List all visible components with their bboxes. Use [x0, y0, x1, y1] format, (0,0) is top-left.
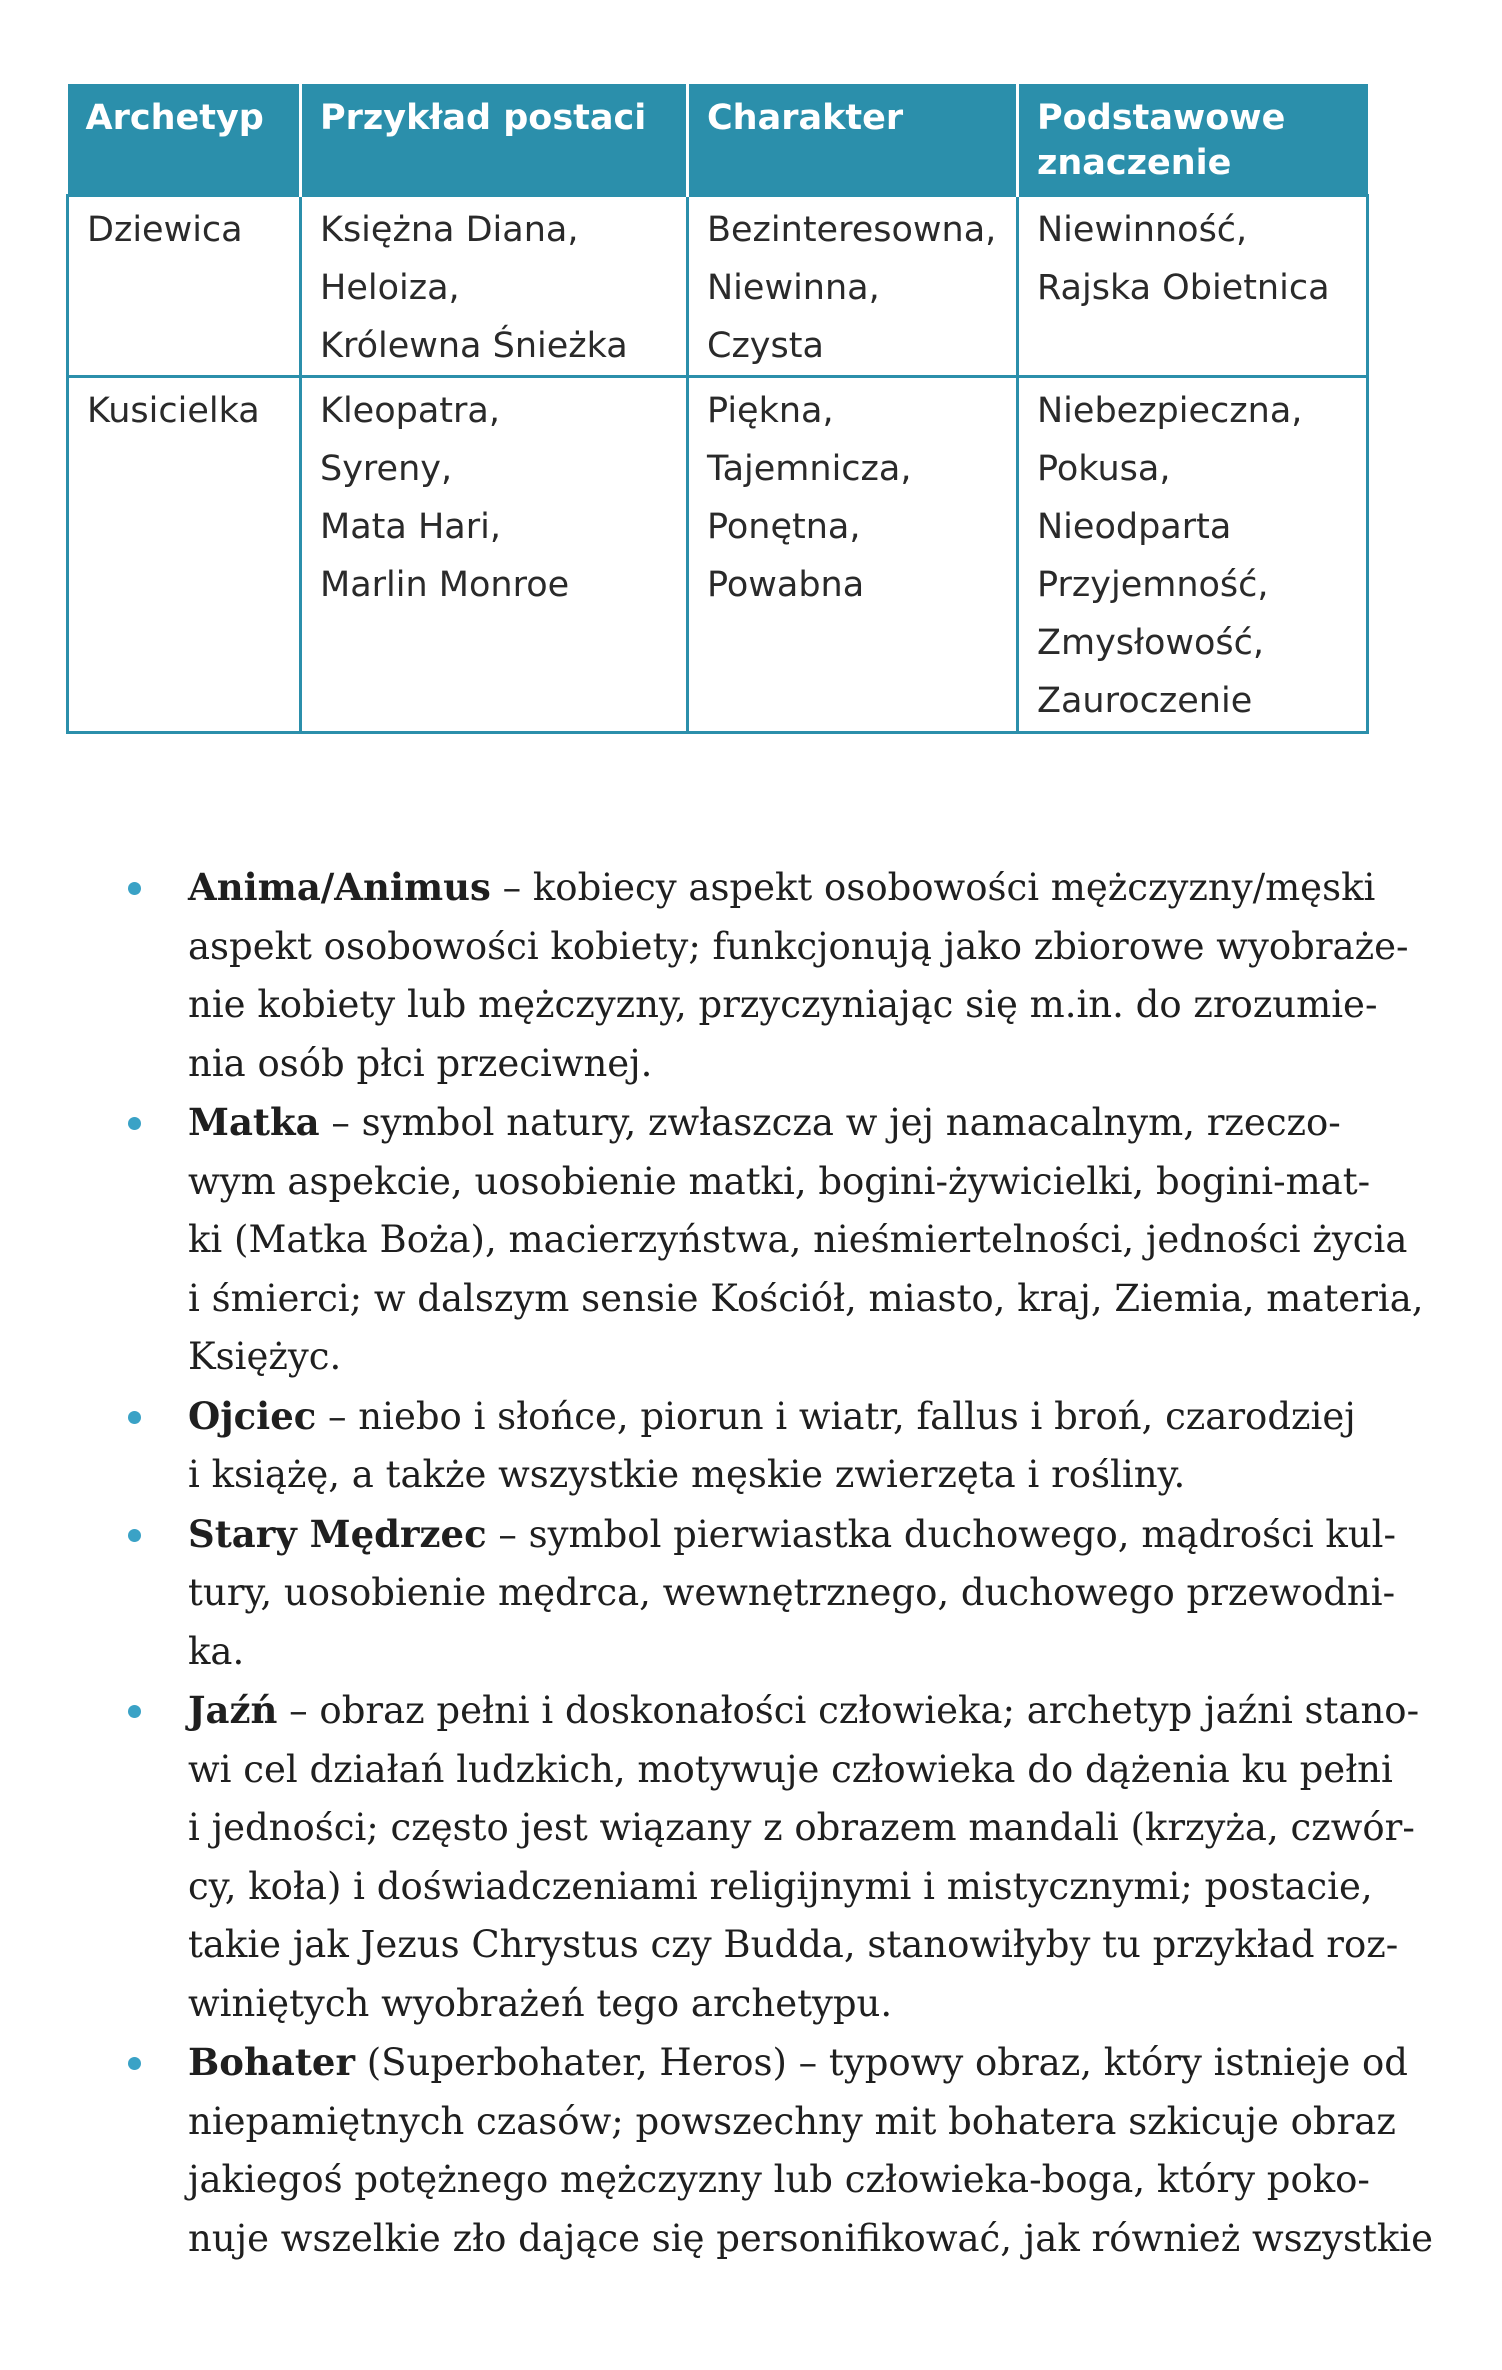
list-item-line: winiętych wyobrażeń tego archetypu.: [188, 1981, 893, 2025]
cell-text: Zmysłowość,: [1037, 623, 1265, 663]
list-item-line: nia osób płci przeciwnej.: [188, 1041, 653, 1085]
cell-meaning: [1018, 196, 1368, 377]
cell-text: Ponętna,: [707, 507, 861, 547]
bullet-term: Matka: [188, 1100, 320, 1144]
list-item: [128, 1505, 1396, 1682]
cell-text: Mata Hari,: [320, 507, 501, 547]
cell-text: Pokusa,: [1037, 449, 1171, 489]
header-character: [688, 84, 1018, 196]
list-item: [128, 1387, 1370, 1505]
cell-text: Księżna Diana,: [320, 210, 579, 250]
list-item: [128, 1681, 1420, 2033]
bullet-dot-icon: [128, 1411, 141, 1424]
list-item-line: i książę, a także wszystkie męskie zwierzęta i rośliny.: [188, 1453, 1186, 1496]
cell-text: Kleopatra,: [320, 391, 500, 431]
header-meaning: [1018, 84, 1368, 196]
cell-text: Kusicielka: [87, 391, 260, 431]
bullet-dot-icon: [128, 1117, 141, 1130]
list-item-line: wym aspekcie, uosobienie matki, bogini-żywicielki, bogini-mat-: [188, 1159, 1371, 1203]
cell-text: Niebezpieczna,: [1037, 391, 1303, 431]
cell-text: Bezinteresowna,: [707, 210, 997, 250]
cell-text: Zauroczenie: [1037, 681, 1253, 721]
cell-text: Niewinność,: [1037, 210, 1248, 250]
list-item-line: cy, koła) i doświadczeniami religijnymi i mistycznymi; postacie,: [188, 1864, 1373, 1908]
header-example-label: Przykład postaci: [320, 98, 647, 138]
cell-character: [688, 377, 1018, 733]
cell-meaning: [1018, 377, 1368, 733]
list-item-line: [188, 2033, 1408, 2093]
table-row: [68, 377, 1368, 733]
bullet-term: Ojciec: [188, 1393, 317, 1438]
cell-text: Królewna Śnieżka: [320, 326, 628, 366]
cell-text: Niewinna,: [707, 268, 880, 308]
bullet-term: Stary Mędrzec: [188, 1511, 487, 1556]
list-item-line: [188, 1387, 1370, 1447]
list-item-line: nuje wszelkie zło dające się personifikować, jak również wszystkie: [188, 2216, 1434, 2260]
bullet-term: Jaźń: [188, 1688, 278, 1732]
header-example: [301, 84, 688, 196]
bullet-dot-icon: [128, 1705, 141, 1718]
bullet-text: – kobiecy aspekt osobowości mężczyzny/męski: [490, 866, 1376, 909]
cell-text: Powabna: [707, 565, 865, 605]
cell-text: Nieodparta: [1037, 507, 1232, 547]
table-header-row: [68, 84, 1368, 196]
cell-archetype: [68, 377, 301, 733]
header-meaning-line: Podstawowe: [1037, 98, 1286, 138]
archetype-bullet-list: [128, 858, 1434, 2268]
list-item-line: ki (Matka Boża), macierzyństwa, nieśmiertelności, jedności życia: [188, 1218, 1408, 1261]
list-item-line: [188, 1681, 1420, 1741]
cell-examples: [301, 377, 688, 733]
list-item-line: nie kobiety lub mężczyzny, przyczyniając się m.in. do zrozumie-: [188, 983, 1378, 1026]
list-item-line: [188, 1093, 1370, 1153]
bullet-dot-icon: [128, 2057, 141, 2070]
bullet-term: Bohater: [188, 2040, 355, 2084]
cell-character: [688, 196, 1018, 377]
cell-text: Dziewica: [87, 210, 243, 250]
bullet-text: – symbol pierwiastka duchowego, mądrości kul-: [486, 1512, 1396, 1556]
list-item-line: wi cel działań ludzkich, motywuje człowieka do dążenia ku pełni: [188, 1747, 1393, 1791]
list-item: [128, 2033, 1434, 2268]
table-row: [68, 196, 1368, 377]
header-archetype: [68, 84, 301, 196]
bullet-dot-icon: [128, 882, 141, 895]
list-item-line: [188, 858, 1376, 918]
list-item-line: [188, 1505, 1396, 1565]
header-meaning-line: znaczenie: [1037, 143, 1232, 183]
list-item-line: i śmierci; w dalszym sensie Kościół, miasto, kraj, Ziemia, materia,: [188, 1276, 1424, 1320]
bullet-dot-icon: [128, 1529, 141, 1542]
bullet-text: – niebo i słońce, piorun i wiatr, fallus i broń, czarodziej: [316, 1394, 1356, 1438]
bullet-text: – obraz pełni i doskonałości człowieka; archetyp jaźni stano-: [277, 1689, 1420, 1732]
cell-text: Heloiza,: [320, 268, 460, 308]
list-item-line: jakiegoś potężnego mężczyzny lub człowieka-boga, który poko-: [188, 2158, 1370, 2201]
cell-text: Syreny,: [320, 449, 453, 489]
bullet-text: (Superbohater, Heros) – typowy obraz, który istnieje od: [354, 2041, 1408, 2084]
cell-text: Marlin Monroe: [320, 565, 570, 605]
list-item-line: niepamiętnych czasów; powszechny mit bohatera szkicuje obraz: [188, 2099, 1396, 2143]
list-item-line: takie jak Jezus Chrystus czy Budda, stanowiłyby tu przykład roz-: [188, 1923, 1399, 1966]
list-item-line: Księżyc.: [188, 1335, 342, 1378]
list-item-line: i jedności; często jest wiązany z obrazem mandali (krzyża, czwór-: [188, 1806, 1415, 1849]
cell-archetype: [68, 196, 301, 377]
list-item-line: aspekt osobowości kobiety; funkcjonują jako zbiorowe wyobraże-: [188, 924, 1409, 968]
bullet-term: Anima/Animus: [188, 865, 491, 909]
list-item-line: tury, uosobienie mędrca, wewnętrznego, duchowego przewodni-: [188, 1571, 1396, 1614]
cell-text: Rajska Obietnica: [1037, 268, 1330, 308]
list-item: [128, 858, 1409, 1093]
header-archetype-label: Archetyp: [85, 98, 264, 138]
list-item: [128, 1093, 1424, 1387]
cell-text: Tajemnicza,: [707, 449, 912, 489]
cell-text: Czysta: [707, 326, 824, 366]
cell-text: Piękna,: [707, 391, 834, 431]
cell-text: Przyjemność,: [1037, 565, 1269, 605]
bullet-text: – symbol natury, zwłaszcza w jej namacalnym, rzeczo-: [319, 1101, 1341, 1144]
header-character-label: Charakter: [707, 98, 904, 138]
archetype-table: [66, 84, 1369, 734]
cell-examples: [301, 196, 688, 377]
list-item-line: ka.: [188, 1629, 245, 1673]
